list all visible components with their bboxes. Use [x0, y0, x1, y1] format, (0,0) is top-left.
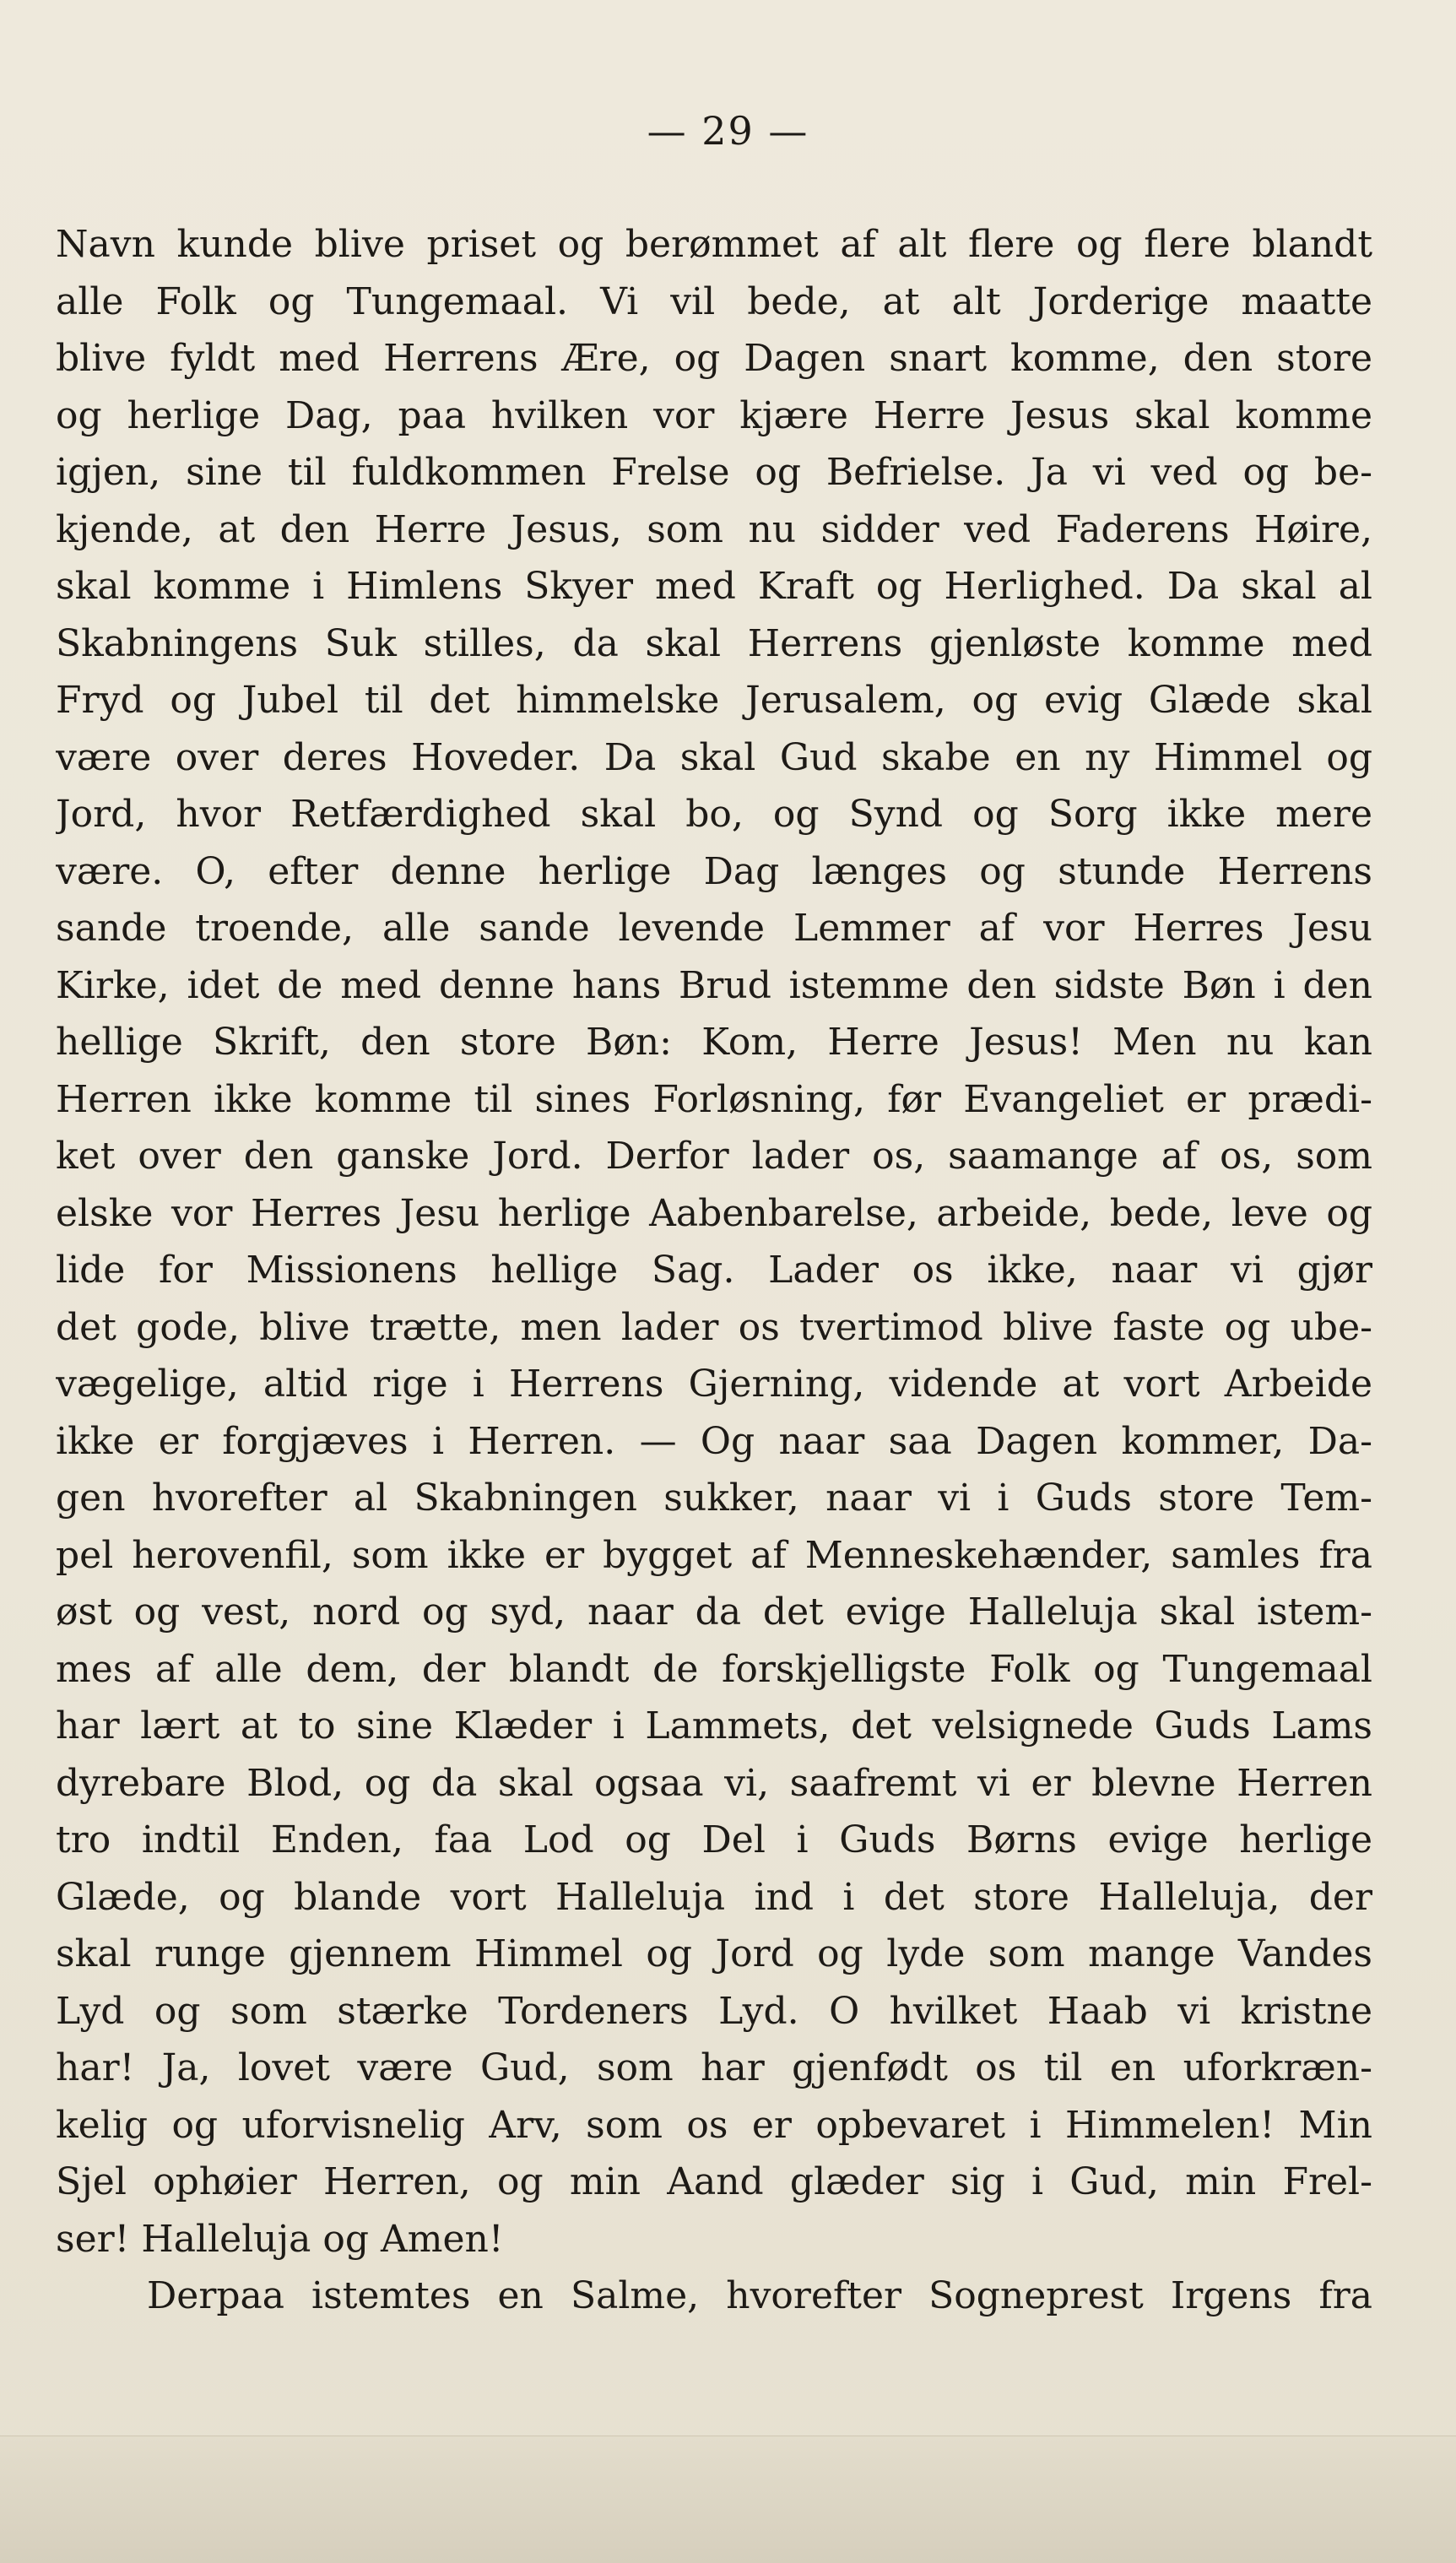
text-line: Kirke, idet de med denne hans Brud istemme den sidste Bøn i den	[56, 963, 1372, 1007]
text-line: Navn kunde blive priset og berømmet af alt flere og flere blandt	[56, 223, 1372, 266]
text-line: Glæde, og blande vort Halleluja ind i det store Halleluja, der	[56, 1875, 1372, 1919]
page-bottom-edge	[0, 2436, 1456, 2563]
text-line: har! Ja, lovet være Gud, som har gjenfødt os til en uforkræn-	[56, 2046, 1372, 2089]
text-line: ikke er forgjæves i Herren. — Og naar saa Dagen kommer, Da-	[56, 1419, 1372, 1463]
text-line: igjen, sine til fuldkommen Frelse og Befrielse. Ja vi ved og be-	[56, 451, 1372, 494]
text-line: hellige Skrift, den store Bøn: Kom, Herre Jesus! Men nu kan	[56, 1021, 1372, 1064]
text-line: gen hvorefter al Skabningen sukker, naar vi i Guds store Tem-	[56, 1477, 1372, 1520]
text-line: ser! Halleluja og Amen!	[56, 2217, 504, 2261]
page-number: — 29 —	[647, 108, 809, 154]
text-line: vægelige, altid rige i Herrens Gjerning, vidende at vort Arbeide	[56, 1363, 1372, 1406]
text-line: Jord, hvor Retfærdighed skal bo, og Synd og Sorg ikke mere	[56, 793, 1372, 836]
text-line: elske vor Herres Jesu herlige Aabenbarelse, arbeide, bede, leve og	[56, 1191, 1372, 1235]
text-line: mes af alle dem, der blandt de forskjelligste Folk og Tungemaal	[56, 1647, 1372, 1691]
text-line: Derpaa istemtes en Salme, hvorefter Sogneprest Irgens fra	[147, 2274, 1372, 2317]
text-line: øst og vest, nord og syd, naar da det evige Halleluja skal istem-	[56, 1590, 1372, 1634]
text-line: pel herovenfil, som ikke er bygget af Menneskehænder, samles fra	[56, 1533, 1372, 1577]
text-line: være over deres Hoveder. Da skal Gud skabe en ny Himmel og	[56, 735, 1372, 779]
text-line: kjende, at den Herre Jesus, som nu sidder ved Faderens Høire,	[56, 507, 1372, 551]
text-line: alle Folk og Tungemaal. Vi vil bede, at alt Jorderige maatte	[56, 279, 1372, 323]
text-line: Skabningens Suk stilles, da skal Herrens gjenløste komme med	[56, 621, 1372, 665]
text-line: tro indtil Enden, faa Lod og Del i Guds Børns evige herlige	[56, 1818, 1372, 1861]
text-line: og herlige Dag, paa hvilken vor kjære Herre Jesus skal komme	[56, 393, 1372, 437]
text-line: blive fyldt med Herrens Ære, og Dagen snart komme, den store	[56, 337, 1372, 380]
text-line: skal runge gjennem Himmel og Jord og lyde som mange Vandes	[56, 1932, 1372, 1975]
text-line: dyrebare Blod, og da skal ogsaa vi, saafremt vi er blevne Herren	[56, 1761, 1372, 1805]
text-line: være. O, efter denne herlige Dag længes og stunde Herrens	[56, 849, 1372, 893]
text-line: ket over den ganske Jord. Derfor lader os, saamange af os, som	[56, 1135, 1372, 1178]
text-line: kelig og uforvisnelig Arv, som os er opbevaret i Himmelen! Min	[56, 2103, 1372, 2147]
text-line: sande troende, alle sande levende Lemmer af vor Herres Jesu	[56, 907, 1372, 950]
text-line: lide for Missionens hellige Sag. Lader os ikke, naar vi gjør	[56, 1249, 1372, 1292]
text-line: Lyd og som stærke Tordeners Lyd. O hvilket Haab vi kristne	[56, 1989, 1372, 2033]
text-line: Fryd og Jubel til det himmelske Jerusalem, og evig Glæde skal	[56, 679, 1372, 722]
text-line: skal komme i Himlens Skyer med Kraft og Herlighed. Da skal al	[56, 565, 1372, 608]
text-line: det gode, blive trætte, men lader os tvertimod blive faste og ube-	[56, 1305, 1372, 1349]
body-text	[56, 216, 1372, 2325]
text-line: Herren ikke komme til sines Forløsning, før Evangeliet er prædi-	[56, 1077, 1372, 1121]
text-line: har lært at to sine Klæder i Lammets, det velsignede Guds Lams	[56, 1704, 1372, 1748]
text-line: Sjel ophøier Herren, og min Aand glæder sig i Gud, min Frel-	[56, 2160, 1372, 2203]
